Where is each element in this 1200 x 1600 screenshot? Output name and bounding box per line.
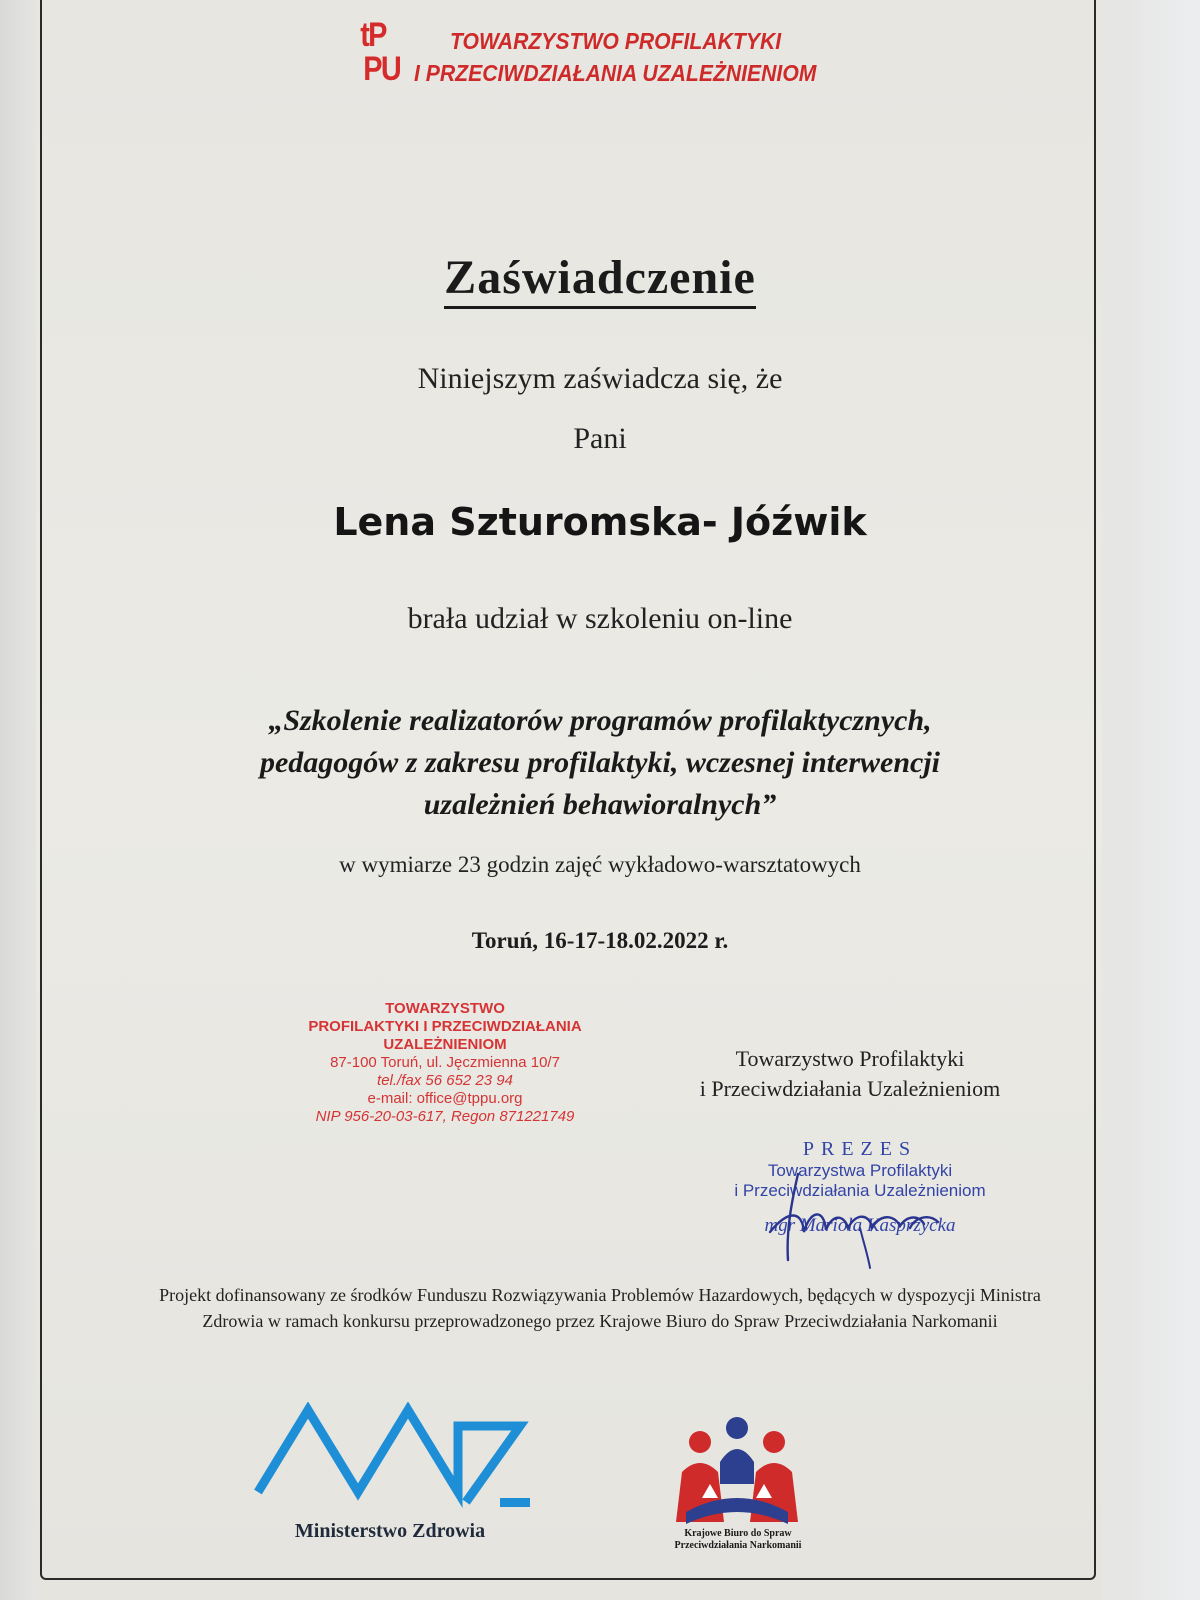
stamp-address: 87-100 Toruń, ul. Jęczmienna 10/7 bbox=[330, 1054, 560, 1071]
president-line2: i Przeciwdziałania Uzależnieniom bbox=[734, 1181, 986, 1200]
funding-note bbox=[70, 1282, 1130, 1334]
signatory-org-line1: Towarzystwo Profilaktyki bbox=[735, 1046, 965, 1071]
organization-stamp bbox=[270, 1000, 620, 1126]
stamp-line2: PROFILAKTYKI I PRZECIWDZIAŁANIA bbox=[308, 1018, 582, 1035]
ministry-logo-icon bbox=[254, 1402, 538, 1514]
stamp-line1: TOWARZYSTWO bbox=[385, 1000, 505, 1017]
signature-icon bbox=[740, 1170, 1000, 1270]
recipient-name: Lena Szturomska- Jóźwik bbox=[333, 500, 867, 544]
president-title: PREZES bbox=[802, 1138, 918, 1160]
salutation: Pani bbox=[573, 422, 627, 455]
place-date: Toruń, 16-17-18.02.2022 r. bbox=[471, 928, 729, 953]
hours-text: w wymiarze 23 godzin zajęć wykładowo-warsztatowych bbox=[339, 852, 861, 877]
intro-text: Niniejszym zaświadcza się, że bbox=[417, 362, 783, 395]
page-title: Zaświadczenie bbox=[0, 250, 1200, 305]
header-org-line2: I PRZECIWDZIAŁANIA UZALEŻNIENIOM bbox=[414, 60, 817, 86]
bureau-line2: Przeciwdziałania Narkomanii bbox=[674, 1540, 802, 1551]
participation-text: brała udział w szkoleniu on-line bbox=[407, 602, 793, 635]
funding-line1: Projekt dofinansowany ze środków Funduszu Rozwiązywania Problemów Hazardowych, będących w dyspozycji Ministra bbox=[159, 1285, 1041, 1305]
bureau-logo-icon bbox=[662, 1414, 812, 1534]
signatory-org bbox=[650, 1044, 1050, 1104]
tppu-logo-icon: tP PU bbox=[360, 16, 400, 88]
course-line2: pedagogów z zakresu profilaktyki, wczesnej interwencji bbox=[259, 746, 940, 779]
header-org-line1: TOWARZYSTWO PROFILAKTYKI bbox=[450, 28, 782, 54]
president-line1: Towarzystwa Profilaktyki bbox=[767, 1161, 953, 1180]
stamp-line3: UZALEŻNIENIOM bbox=[383, 1036, 507, 1053]
stamp-nip: NIP 956-20-03-617, Regon 871221749 bbox=[315, 1108, 575, 1125]
president-name: mgr Mariola Kasprzycka bbox=[764, 1215, 956, 1236]
course-line3: uzależnień behawioralnych” bbox=[423, 788, 777, 821]
stamp-email: e-mail: office@tppu.org bbox=[367, 1090, 523, 1107]
funding-line2: Zdrowia w ramach konkursu przeprowadzonego przez Krajowe Biuro do Spraw Przeciwdziałania Narkomanii bbox=[202, 1311, 998, 1331]
course-line1: „Szkolenie realizatorów programów profilaktycznych, bbox=[268, 704, 932, 737]
bureau-name bbox=[650, 1528, 826, 1552]
course-title bbox=[0, 700, 1200, 826]
bureau-line1: Krajowe Biuro do Spraw bbox=[684, 1528, 792, 1539]
stamp-phone: tel./fax 56 652 23 94 bbox=[377, 1072, 513, 1089]
signatory-org-line2: i Przeciwdziałania Uzależnieniom bbox=[699, 1076, 1001, 1101]
ministry-name: Ministerstwo Zdrowia bbox=[294, 1520, 486, 1542]
